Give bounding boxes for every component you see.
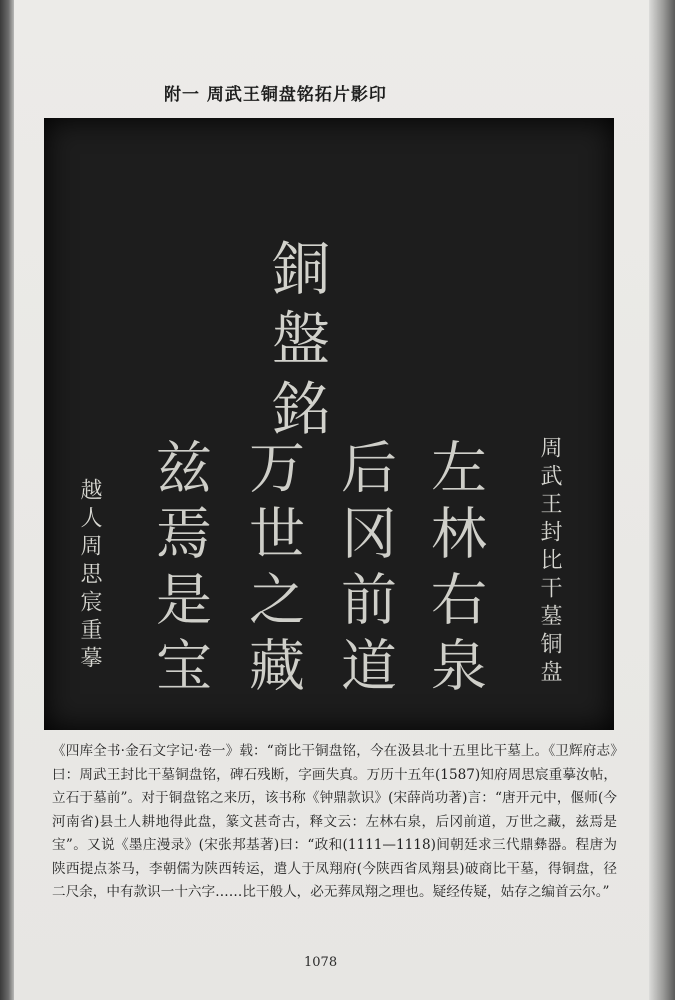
appendix-title: 附一 周武王铜盘铭拓片影印	[164, 85, 387, 105]
body-paragraph	[52, 740, 617, 905]
book-left-edge	[0, 0, 14, 1000]
rubbing-right-caption: 周武王封比干墓铜盘	[537, 436, 562, 688]
page-number: 1078	[304, 955, 338, 970]
rubbing-title-seal: 銅盤銘	[262, 238, 330, 448]
book-page	[14, 0, 649, 1000]
inscription-column: 后冈前道	[332, 438, 397, 702]
rubbing-left-caption: 越人周思宸重摹	[77, 478, 102, 674]
rubbing-image	[44, 118, 614, 730]
book-right-edge	[649, 0, 675, 1000]
inscription-column: 兹焉是宝	[147, 438, 212, 702]
inscription-column: 万世之藏	[240, 438, 305, 702]
inscription-column: 左林右泉	[422, 438, 487, 702]
body-paragraph-text: 《四库全书·金石文字记·卷一》载：“商比干铜盘铭，今在汲县北十五里比干墓上。《卫辉府志》曰：周武王封比干墓铜盘铭，碑石残断，字画失真。万历十五年(1587)知府周思宸重摹汝帖，立石于墓前”。对于铜盘铭之来历，该书称《钟鼎款识》(宋薛尚功著)言：“唐开元中，偃师(今河南省)县土人耕地得此盘，篆文甚奇古，释文云：左林右泉，后冈前道，万世之藏，兹焉是宝”。又说《墨庄漫录》(宋张邦基著)曰：“政和(1111—1118)间朝廷求三代鼎彝器。程唐为陕西提点茶马，李朝儒为陕西转运，遣人于凤翔府(今陕西省凤翔县)破商比干墓，得铜盘，径二尺余，中有款识一十六字……比干般人，必无葬凤翔之理也。疑经传疑，姑存之编首云尔。”	[52, 743, 617, 900]
